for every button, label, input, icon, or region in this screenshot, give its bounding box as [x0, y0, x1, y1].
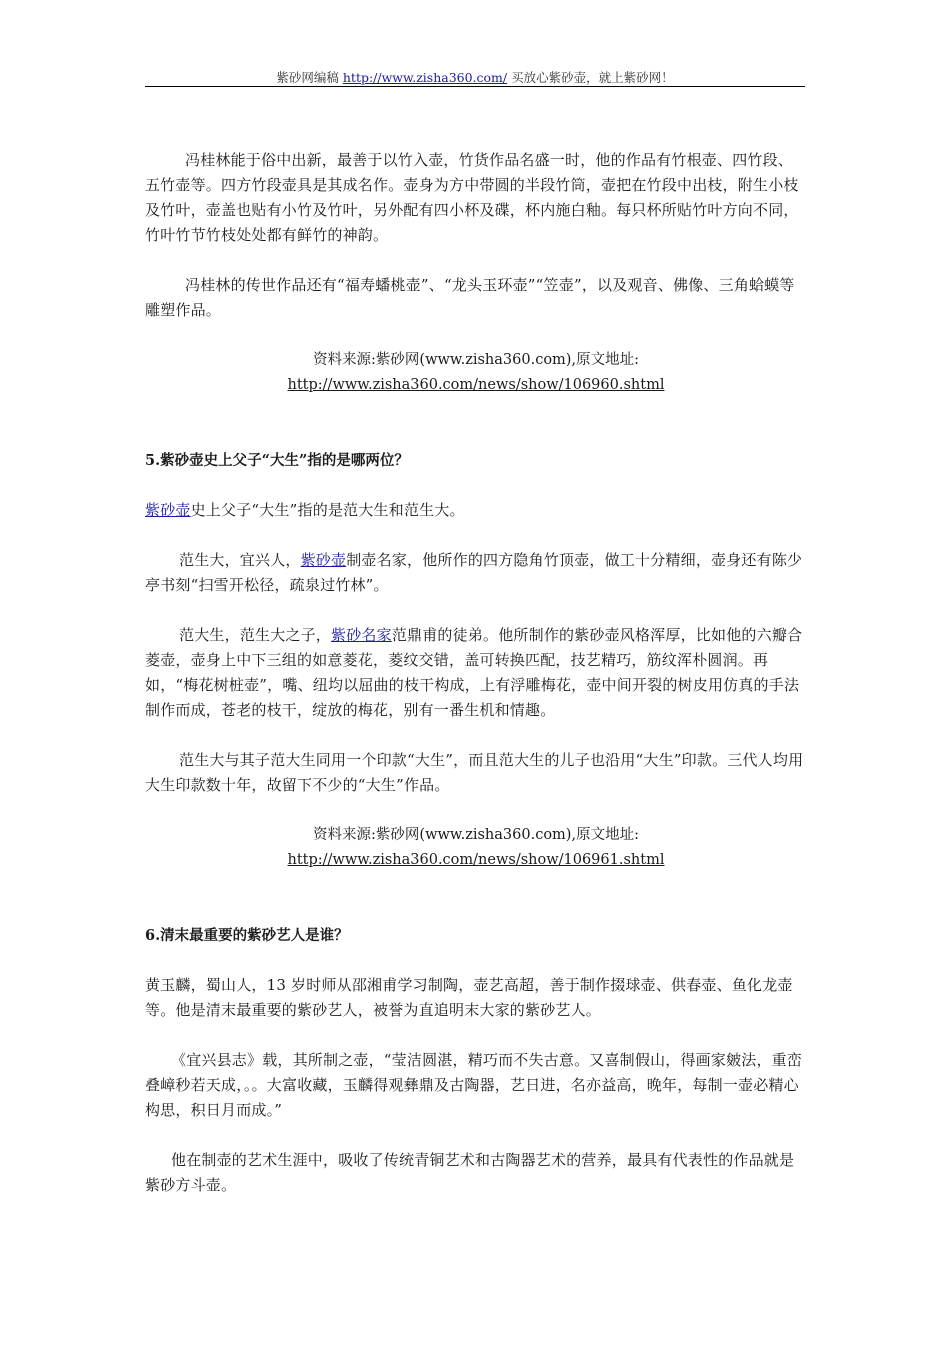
header-prefix: 紫砂网编稿 [276, 70, 339, 85]
paragraph: 范大生，范生大之子，紫砂名家范鼎甫的徒弟。他所制作的紫砂壶风格浑厚，比如他的六瓣合菱壶，壶身上中下三组的如意菱花，菱纹交错，盖可转换匹配，技艺精巧，筋纹浑朴圆润。再如，“梅花树桩壶”，嘴、纽均以屈曲的枝干构成，上有浮雕梅花，壶中间开裂的树皮用仿真的手法制作而成，苍老的枝干，绽放的梅花，别有一番生机和情趣。 [145, 626, 803, 719]
header-suffix: 买放心紫砂壶，就上紫砂网！ [511, 70, 674, 85]
paragraph: 紫砂壶史上父子“大生”指的是范大生和范生大。 [145, 501, 465, 519]
paragraph: 他在制壶的艺术生涯中，吸收了传统青铜艺术和古陶器艺术的营养，最具有代表性的作品就是紫砂方斗壶。 [145, 1151, 795, 1194]
source-url[interactable]: http://www.zisha360.com/news/show/106961.shtml [287, 852, 665, 868]
header-link[interactable]: http://www.zisha360.com/ [342, 70, 508, 85]
source-label: 资料来源:紫砂网(www.zisha360.com),原文地址: [313, 827, 639, 843]
header-rule [145, 86, 805, 87]
keyword-link[interactable]: 紫砂名家 [331, 626, 392, 644]
section-heading: 6.清末最重要的紫砂艺人是谁？ [145, 927, 349, 944]
paragraph: 冯桂林能于俗中出新，最善于以竹入壶，竹货作品名盛一时，他的作品有竹根壶、四竹段、五竹壶等。四方竹段壶具是其成名作。壶身为方中带圆的半段竹筒，壶把在竹段中出枝，附生小枝及竹叶，壶盖也贴有小竹及竹叶，另外配有四小杯及碟，杯内施白釉。每只杯所贴竹叶方向不同，竹叶竹节竹枝处处都有鲜竹的神韵。 [145, 151, 799, 244]
paragraph: 冯桂林的传世作品还有“福寿蟠桃壶”、“龙头玉环壶”“笠壶”，以及观音、佛像、三角蛤蟆等雕塑作品。 [145, 276, 795, 319]
source-label: 资料来源:紫砂网(www.zisha360.com),原文地址: [313, 352, 639, 368]
keyword-link[interactable]: 紫砂壶 [300, 551, 347, 569]
source-note [145, 348, 807, 398]
paragraph: 范生大，宜兴人，紫砂壶制壶名家，他所作的四方隐角竹顶壶，做工十分精细，壶身还有陈少亭书刻“扫雪开松径，疏泉过竹林”。 [145, 551, 803, 594]
page-header [145, 68, 805, 86]
source-url[interactable]: http://www.zisha360.com/news/show/106960.shtml [287, 377, 665, 393]
source-note [145, 823, 807, 873]
section-heading: 5.紫砂壶史上父子“大生”指的是哪两位？ [145, 452, 409, 469]
article-body [145, 148, 807, 1198]
paragraph: 黄玉麟，蜀山人，13 岁时师从邵湘甫学习制陶，壶艺高超，善于制作掇球壶、供春壶、鱼化龙壶等。他是清末最重要的紫砂艺人，被誉为直追明末大家的紫砂艺人。 [145, 976, 793, 1019]
paragraph: 范生大与其子范大生同用一个印款“大生”，而且范大生的儿子也沿用“大生”印款。三代人均用大生印款数十年，故留下不少的“大生”作品。 [145, 751, 804, 794]
paragraph: 《宜兴县志》载，其所制之壶，“莹洁圆湛，精巧而不失古意。又喜制假山，得画家皴法，重峦叠嶂秒若天成，。。大富收藏，玉麟得观彝鼎及古陶器，艺日进，名亦益高，晚年，每制一壶必精心构思，积日月而成。” [145, 1051, 803, 1119]
keyword-link[interactable]: 紫砂壶 [145, 501, 191, 519]
